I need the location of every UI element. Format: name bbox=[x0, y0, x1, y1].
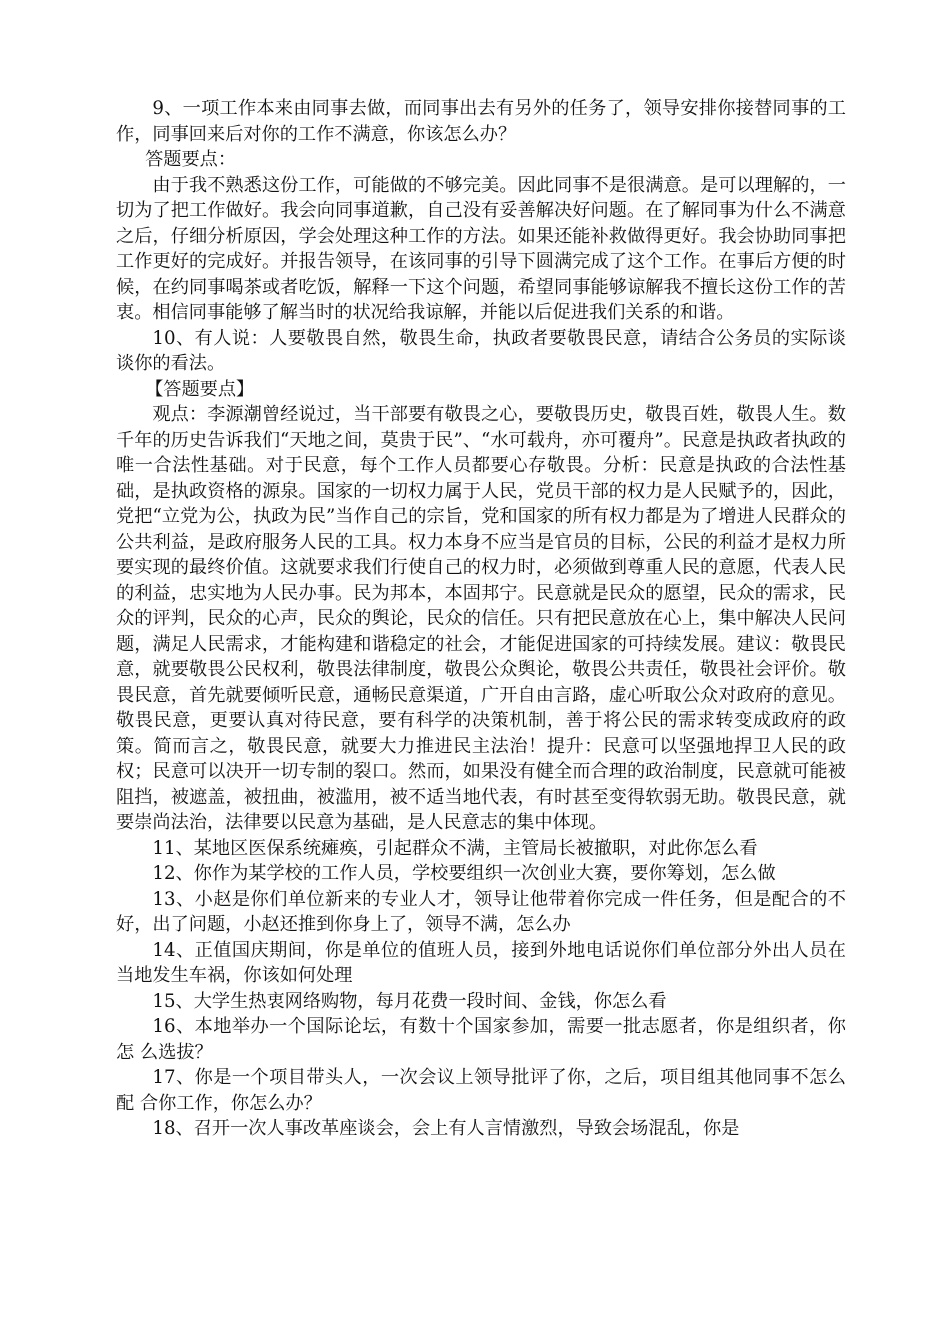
question-12: 12、你作为某学校的工作人员，学校要组织一次创业大赛，要你筹划，怎么做 bbox=[152, 863, 776, 884]
answer-10: 观点：李源潮曾经说过，当干部要有敬畏之心，要敬畏历史，敬畏百姓，敬畏人生。数千年的历史告诉我们“天地之间，莫贵于民”、“水可载舟，亦可覆舟”。民意是执政者执政的唯一合法性基础。对于民意，每个工作人员都要心存敬畏。分析：民意是执政的合法性基础，是执政资格的源泉。国家的一切权力属于人民，党员干部的权力是人民赋予的，因此，党把“立党为公，执政为民”当作自己的宗旨，党和国家的所有权力都是为了增进人民群众的公共利益，是政府服务人民的工具。权力本身不应当是官员的目标，公民的利益才是权力所要实现的最终价值。这就要求我们行使自己的权力时，必须做到尊重人民的意愿，代表人民的利益，忠实地为人民办事。民为邦本，本固邦宁。民意就是民众的愿望，民众的需求，民众的评判，民众的心声，民众的舆论，民众的信任。只有把民意放在心上，集中解决人民问题，满足人民需求，才能构建和谐稳定的社会，才能促进国家的可持续发展。建议：敬畏民意，就要敬畏公民权利，敬畏法律制度，敬畏公众舆论，敬畏公共责任，敬畏社会评价。敬畏民意，首先就要倾听民意，通畅民意渠道，广开自由言路，虚心听取公众对政府的意见。敬畏民意，更要认真对待民意，要有科学的决策机制，善于将公民的需求转变成政府的政策。简而言之，敬畏民意，就要大力推进民主法治！提升：民意可以坚强地捍卫人民的政权；民意可以决开一切专制的裂口。然而，如果没有健全而合理的政治制度，民意就可能被阻挡，被遮盖，被扭曲，被滥用，被不适当地代表，有时甚至变得软弱无助。敬畏民意，就要崇尚法治，法律要以民意为基础，是人民意志的集中体现。 bbox=[116, 404, 846, 833]
question-14: 14、正值国庆期间，你是单位的值班人员，接到外地电话说你们单位部分外出人员在当地发生车祸，你该如何处理 bbox=[116, 939, 846, 986]
answer-heading-9: 答题要点： bbox=[145, 149, 237, 170]
answer-heading-10: 【答题要点】 bbox=[145, 378, 255, 400]
question-18: 18、召开一次人事改革座谈会，会上有人言情激烈，导致会场混乱，你是 bbox=[152, 1118, 740, 1139]
question-13: 13、小赵是你们单位新来的专业人才，领导让他带着你完成一件任务，但是配合的不好，出了问题，小赵还推到你身上了，领导不满，怎么办 bbox=[116, 888, 846, 935]
question-17: 17、你是一个项目带头人，一次会议上领导批评了你，之后，项目组其他同事不怎么配 合你工作，你怎么办？ bbox=[116, 1067, 846, 1114]
question-9: 9、一项工作本来由同事去做，而同事出去有另外的任务了，领导安排你接替同事的工 作，同事回来后对你的工作不满意，你该怎么办？ bbox=[116, 98, 846, 145]
question-10: 10、有人说：人要敬畏自然，敬畏生命，执政者要敬畏民意，请结合公务员的实际谈谈你的看法。 bbox=[116, 327, 846, 374]
answer-9: 由于我不熟悉这份工作，可能做的不够完美。因此同事不是很满意。是可以理解的，一切为了把工作做好。我会向同事道歉，自己没有妥善解决好问题。在了解同事为什么不满意之后，仔细分析原因，学会处理这种工作的方法。如果还能补救做得更好。我会协助同事把工作更好的完成好。并报告领导，在该同事的引导下圆满完成了这个工作。在事后方便的时候，在约同事喝茶或者吃饭，解释一下这个问题，希望同事能够谅解我不擅长这份工作的苦衷。相信同事能够了解当时的状况给我谅解，并能以后促进我们关系的和谐。 bbox=[116, 174, 846, 323]
document-body bbox=[116, 96, 846, 1142]
question-16: 16、本地举办一个国际论坛，有数十个国家参加，需要一批志愿者，你是组织者，你怎 么选拔？ bbox=[116, 1016, 846, 1063]
question-11: 11、某地区医保系统瘫痪，引起群众不满，主管局长被撤职，对此你怎么看 bbox=[152, 837, 758, 859]
question-15: 15、大学生热衷网络购物，每月花费一段时间、金钱，你怎么看 bbox=[152, 990, 667, 1012]
